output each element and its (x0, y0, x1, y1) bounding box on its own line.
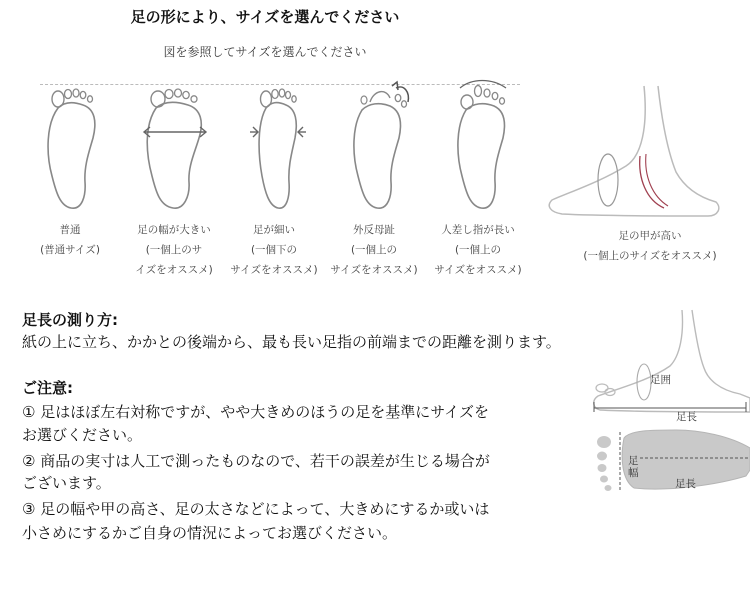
foot-type-bunion-caption: 外反母趾 (一個上の サイズをオススメ) (330, 224, 418, 276)
length-label-side: 足長 (676, 411, 697, 423)
foot-type-normal-caption: 普通 (普通サイズ) (40, 224, 100, 256)
foot-type-long-toe-caption: 人差し指が長い (一個上の サイズをオススメ) (434, 224, 522, 276)
page-title: 足の形により、サイズを選んでください (130, 8, 400, 26)
measure-heading: 足長の測り方: (22, 311, 118, 329)
narrow-foot-icon (244, 82, 314, 214)
note-line: 小さめにするかご自身の情況によってお選びください。 (22, 524, 398, 542)
high-instep-foot-icon (540, 82, 740, 222)
width-label: 足幅 (628, 455, 639, 479)
bunion-foot-icon (344, 76, 416, 214)
normal-foot-icon (38, 82, 108, 214)
note-line: お選びください。 (22, 426, 143, 444)
note-line: ② 商品の実寸は人工で測ったものなので、若干の誤差が生じる場合が (22, 452, 490, 470)
note-line: ③ 足の幅や甲の高さ、足の太さなどによって、大きめにするか或いは (22, 500, 490, 518)
girth-label: 足囲 (650, 374, 671, 386)
length-label-sole: 足長 (675, 478, 696, 490)
note-line: ございます。 (22, 474, 111, 492)
foot-type-narrow-caption: 足が細い (一個下の サイズをオススメ) (230, 224, 318, 276)
long-second-toe-foot-icon (448, 76, 520, 214)
foot-type-high-instep-caption: 足の甲が高い (一個上のサイズをオススメ) (583, 230, 717, 262)
wide-foot-icon (140, 82, 210, 214)
note-line: ① 足はほぼ左右対称ですが、やや大きめのほうの足を基準にサイズを (22, 403, 490, 421)
foot-measurement-diagram (580, 308, 750, 498)
foot-type-wide-caption: 足の幅が大きい (一個上のサ イズをオススメ) (135, 224, 213, 276)
measure-body: 紙の上に立ち、かかとの後端から、最も長い足指の前端までの距離を測ります。 (22, 333, 561, 351)
page-subtitle: 図を参照してサイズを選んでください (163, 45, 367, 59)
notes-heading: ご注意: (22, 379, 73, 397)
